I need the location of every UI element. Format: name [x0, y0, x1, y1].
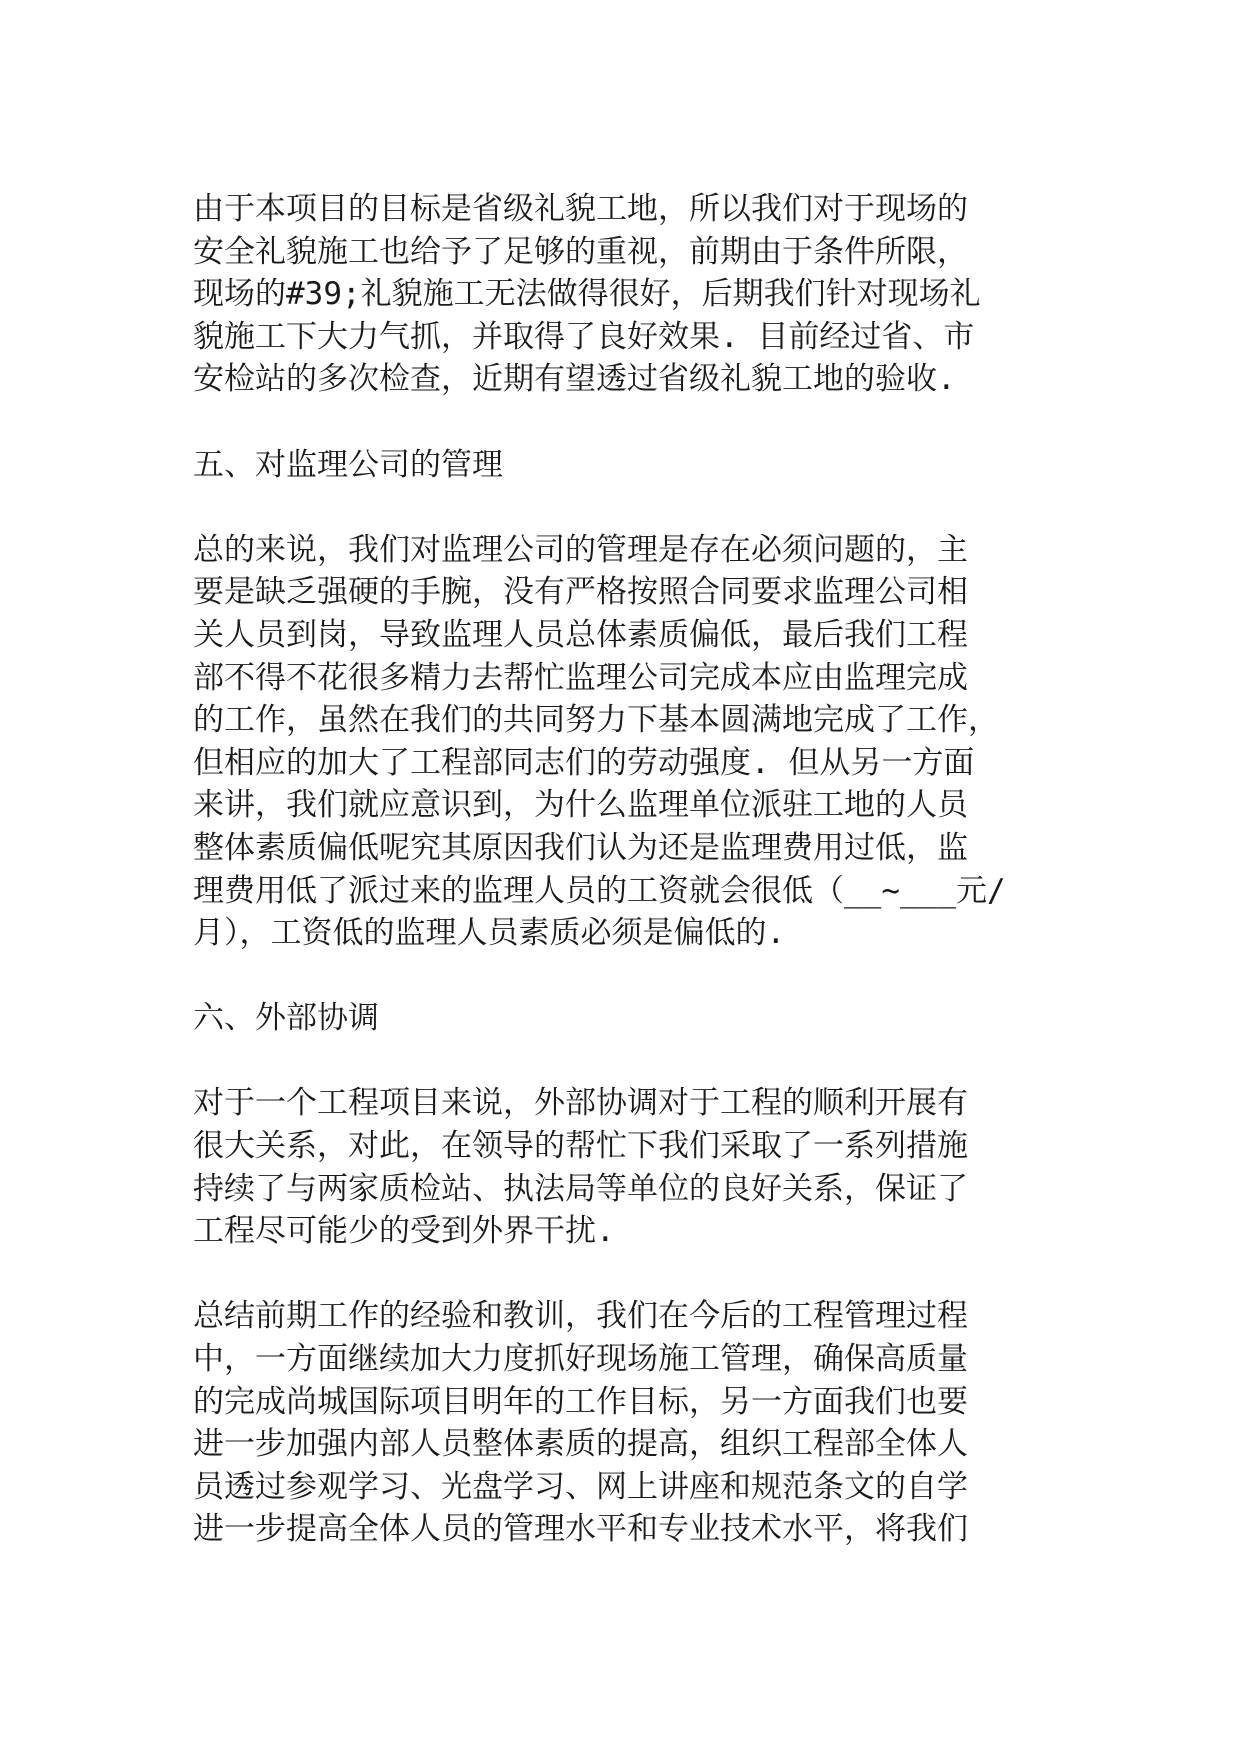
text-line: 工程尽可能少的受到外界干扰.	[193, 1213, 615, 1250]
text-line: 由于本项目的目标是省级礼貌工地，所以我们对于现场的	[193, 191, 968, 227]
text-line: 的完成尚城国际项目明年的工作目标，另一方面我们也要	[193, 1383, 968, 1420]
text-line: 对于一个工程项目来说，外部协调对于工程的顺利开展有	[193, 1085, 968, 1122]
section-heading-external	[193, 997, 1053, 1040]
paragraph-supervision-management	[193, 529, 1053, 955]
text-line: 整体素质偏低呢究其原因我们认为还是监理费用过低，监	[193, 829, 968, 866]
text-line: 现场的#39;礼貌施工无法做得很好，后期我们针对现场礼	[193, 276, 981, 313]
text-line: 总的来说，我们对监理公司的管理是存在必须问题的，主	[193, 531, 968, 568]
text-line: 很大关系，对此，在领导的帮忙下我们采取了一系列措施	[193, 1128, 968, 1165]
paragraph-external-coordination	[193, 1082, 1053, 1252]
heading-text: 五、对监理公司的管理	[193, 446, 503, 483]
heading-text: 六、外部协调	[193, 1000, 379, 1037]
text-line: 持续了与两家质检站、执法局等单位的良好关系，保证了	[193, 1170, 968, 1207]
section-heading-supervision	[193, 444, 1053, 487]
text-line: 进一步加强内部人员整体素质的提高，组织工程部全体人	[193, 1426, 968, 1463]
text-line: 貌施工下大力气抓，并取得了良好效果. 目前经过省、市	[193, 318, 975, 355]
text-line: 理费用低了派过来的监理人员的工资就会很低（__~___元/	[193, 872, 1006, 909]
text-line: 进一步提高全体人员的管理水平和专业技术水平，将我们	[193, 1511, 968, 1548]
text-line: 安全礼貌施工也给予了足够的重视，前期由于条件所限，	[193, 233, 968, 270]
document-body	[193, 188, 1053, 1551]
text-line: 但相应的加大了工程部同志们的劳动强度. 但从另一方面	[193, 744, 975, 781]
text-line: 安检站的多次检查，近期有望透过省级礼貌工地的验收.	[193, 361, 956, 398]
paragraph-safety-site	[193, 188, 1053, 401]
paragraph-summary	[193, 1295, 1053, 1551]
text-line: 月），工资低的监理人员素质必须是偏低的.	[193, 915, 786, 952]
text-line: 要是缺乏强硬的手腕，没有严格按照合同要求监理公司相	[193, 574, 968, 611]
text-line: 部不得不花很多精力去帮忙监理公司完成本应由监理完成	[193, 659, 968, 696]
text-line: 总结前期工作的经验和教训，我们在今后的工程管理过程	[193, 1298, 968, 1335]
text-line: 中，一方面继续加大力度抓好现场施工管理，确保高质量	[193, 1341, 968, 1378]
text-line: 来讲，我们就应意识到，为什么监理单位派驻工地的人员	[193, 787, 968, 824]
text-line: 员透过参观学习、光盘学习、网上讲座和规范条文的自学	[193, 1468, 968, 1505]
text-line: 的工作，虽然在我们的共同努力下基本圆满地完成了工作，	[193, 702, 999, 739]
text-line: 关人员到岗，导致监理人员总体素质偏低，最后我们工程	[193, 616, 968, 653]
